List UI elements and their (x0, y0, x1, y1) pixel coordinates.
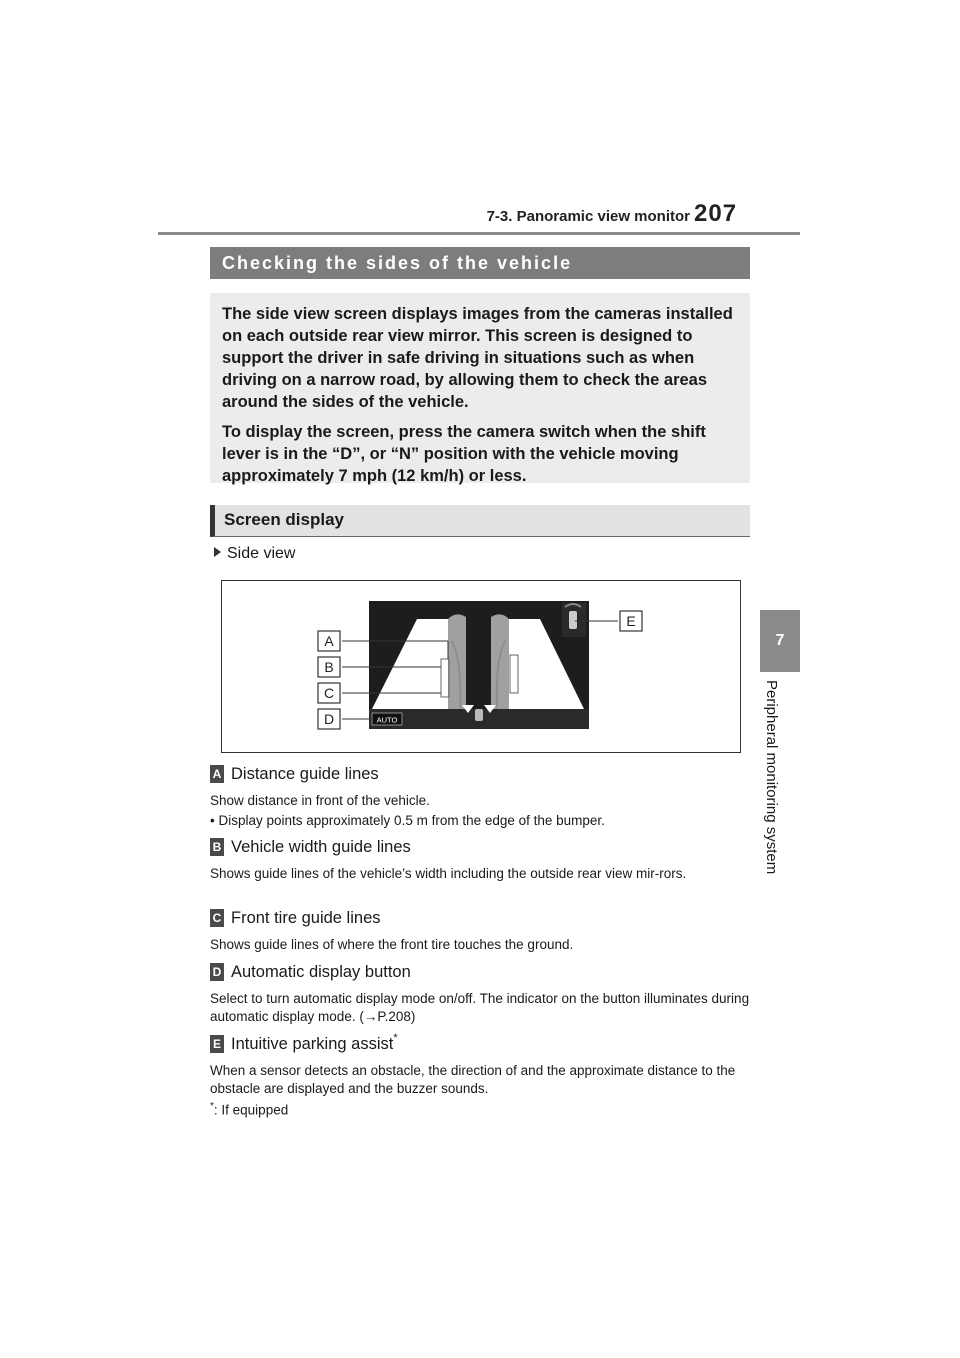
section-title: 7-3. Panoramic view monitor (486, 208, 690, 225)
item-title (210, 835, 750, 859)
triangle-bullet-icon (214, 547, 221, 557)
item-title-text: Front tire guide lines (231, 908, 381, 927)
right-vehicle-side (491, 614, 509, 709)
parking-assist-car-icon (569, 611, 577, 629)
callout-a (318, 631, 340, 651)
item-title (210, 762, 750, 786)
side-view-label (214, 545, 295, 563)
left-vehicle-side (448, 614, 466, 709)
item-automatic-display-button (210, 960, 750, 1026)
callout-e-label: E (626, 613, 636, 629)
item-description: Shows guide lines of where the front tire touches the ground. (210, 937, 574, 952)
item-vehicle-width-guide-lines (210, 835, 750, 883)
item-distance-guide-lines (210, 762, 750, 830)
page-number: 207 (694, 200, 738, 227)
item-title (210, 906, 750, 930)
letter-badge: B (210, 838, 224, 856)
item-title-text: Distance guide lines (231, 764, 379, 783)
callout-b (318, 657, 340, 677)
item-title (210, 1032, 750, 1056)
callout-c-label: C (323, 685, 335, 701)
item-description: Select to turn automatic display mode on/off. The indicator on the button illuminates during automatic display mode. (→P.208) (210, 991, 750, 1024)
footnote (210, 1101, 288, 1118)
letter-badge: D (210, 963, 224, 981)
intro-paragraph-1: The side view screen displays images from the cameras installed on each outside rear view mirror. This screen is designed to support the driver in safe driving in situations such as when driving on a narrow road, by allowing them to check the areas around the sides of the vehicle. (222, 305, 733, 411)
side-view-text: Side view (227, 545, 296, 562)
intro-box (210, 293, 750, 483)
screen-display-heading: Screen display (210, 505, 750, 537)
callout-d-label: D (323, 711, 335, 727)
side-view-figure (221, 580, 741, 753)
letter-badge: E (210, 1035, 224, 1053)
side-view-illustration (222, 581, 742, 754)
callout-e (620, 611, 642, 631)
callout-d (318, 709, 340, 729)
item-title (210, 960, 750, 984)
header-rule (158, 232, 800, 235)
item-description: Show distance in front of the vehicle. (210, 793, 430, 808)
item-description: When a sensor detects an obstacle, the direction of and the approximate distance to the obstacle are displayed and the buzzer sounds. (210, 1063, 736, 1096)
item-front-tire-guide-lines (210, 906, 750, 954)
chapter-label-text: Peripheral monitoring system (763, 680, 780, 875)
callout-a-label: A (324, 633, 334, 649)
section-banner: Checking the sides of the vehicle (210, 247, 750, 279)
item-title-text: Intuitive parking assist (231, 1034, 394, 1053)
item-intuitive-parking-assist (210, 1032, 750, 1098)
callout-b-label: B (324, 659, 334, 675)
footnote-star: * (210, 1101, 214, 1112)
footnote-mark: * (393, 1032, 398, 1044)
footnote-text: : If equipped (213, 1102, 289, 1118)
item-title-text: Vehicle width guide lines (231, 837, 411, 856)
car-icon (475, 709, 483, 721)
callout-c (318, 683, 340, 703)
item-title-text: Automatic display button (231, 962, 411, 981)
letter-badge: A (210, 765, 224, 783)
intro-paragraph-2: To display the screen, press the camera switch when the shift lever is in the “D”, or “N” position with the vehicle moving approximately 7 mph (12 km/h) or less. (222, 423, 706, 485)
item-bullet: • Display points approximately 0.5 m from the edge of the bumper. (210, 813, 605, 828)
letter-badge: C (210, 909, 224, 927)
chapter-tab: 7 (760, 610, 800, 672)
item-description: Shows guide lines of the vehicle’s width including the outside rear view mir-rors. (210, 866, 687, 881)
auto-button-label: AUTO (376, 715, 398, 725)
